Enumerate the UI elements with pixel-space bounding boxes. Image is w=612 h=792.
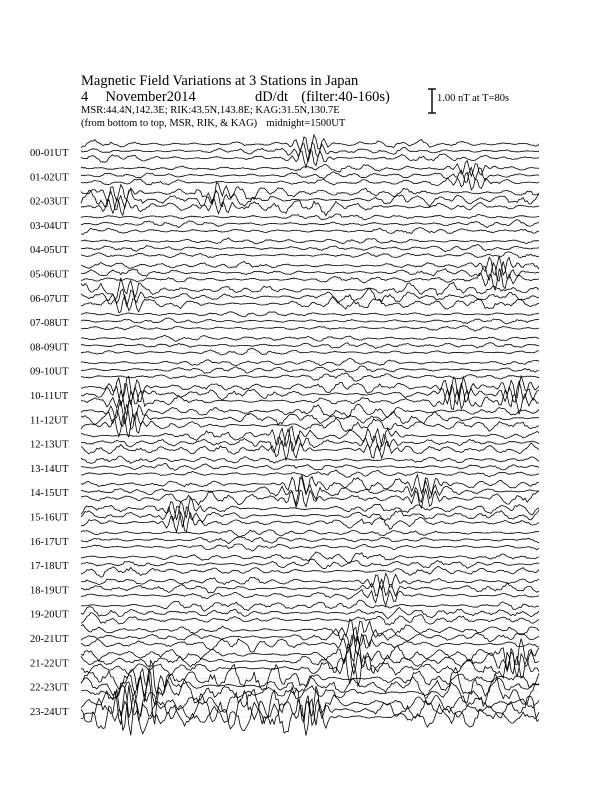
trace-kag xyxy=(81,489,539,508)
trace-msr xyxy=(81,214,539,220)
trace-rik xyxy=(81,537,539,544)
trace-msr xyxy=(81,312,539,317)
trace-kag xyxy=(81,373,539,381)
trace-kag xyxy=(81,470,539,477)
trace-msr xyxy=(81,661,539,695)
trace-msr xyxy=(81,238,539,244)
trace-kag xyxy=(81,349,539,355)
hour-label: 05-06UT xyxy=(30,269,69,281)
trace-kag xyxy=(81,199,539,216)
trace-rik xyxy=(81,167,539,182)
hour-label: 06-07UT xyxy=(30,293,69,305)
trace-msr xyxy=(81,358,539,366)
date-month: November xyxy=(105,89,167,105)
trace-kag xyxy=(81,326,539,332)
hour-label: 03-04UT xyxy=(30,220,69,232)
trace-rik xyxy=(81,463,539,470)
hour-label: 12-13UT xyxy=(30,439,69,451)
trace-msr xyxy=(81,256,539,275)
hour-label: 14-15UT xyxy=(30,488,69,500)
trace-kag xyxy=(81,389,539,415)
trace-kag xyxy=(81,634,539,655)
chart-title: Magnetic Field Variations at 3 Stations in Japan xyxy=(81,73,359,89)
hour-label: 17-18UT xyxy=(30,561,69,573)
midnight-note: midnight=1500UT xyxy=(266,118,346,129)
trace-kag xyxy=(81,172,539,189)
trace-rik xyxy=(81,366,539,373)
hour-label: 04-05UT xyxy=(30,245,69,257)
hour-label: 01-02UT xyxy=(30,172,69,184)
trace-rik xyxy=(81,404,539,429)
trace-rik xyxy=(81,220,539,228)
hour-label: 20-21UT xyxy=(30,634,69,645)
scale-label: 1.00 nT at T=80s xyxy=(437,93,510,104)
hour-label: 19-20UT xyxy=(30,609,69,621)
trace-msr xyxy=(81,456,539,463)
hour-label: 23-24UT xyxy=(30,706,69,718)
trace-rik xyxy=(81,343,539,349)
trace-msr xyxy=(81,636,539,670)
trace-rik xyxy=(81,559,539,569)
hour-label: 16-17UT xyxy=(30,536,69,548)
trace-rik xyxy=(81,318,539,324)
hour-label: 08-09UT xyxy=(30,342,69,354)
hour-label: 22-23UT xyxy=(30,682,69,694)
trace-rik xyxy=(81,579,539,596)
trace-kag xyxy=(81,252,539,258)
hour-label: 10-11UT xyxy=(30,391,69,402)
trace-msr xyxy=(81,600,539,611)
hour-label: 13-14UT xyxy=(30,463,69,475)
hour-label: 00-01UT xyxy=(30,148,69,159)
trace-rik xyxy=(81,381,539,405)
trace-rik xyxy=(81,668,539,705)
trace-kag xyxy=(81,413,539,437)
hour-label: 15-16UT xyxy=(30,512,69,524)
hour-label: 02-03UT xyxy=(30,196,69,208)
filter-label: (filter:40-160s) xyxy=(301,89,390,105)
trace-msr xyxy=(81,497,539,520)
hour-label: 07-08UT xyxy=(30,318,69,330)
trace-msr xyxy=(81,335,539,341)
trace-kag xyxy=(81,228,539,235)
trace-msr xyxy=(81,552,539,563)
date-day: 4 xyxy=(81,89,89,105)
trace-rik xyxy=(81,607,539,619)
hour-label: 11-12UT xyxy=(30,415,69,427)
station-coordinates: MSR:44.4N,142.3E; RIK:43.5N,143.8E; KAG:31.5N,130.7E xyxy=(81,105,340,116)
date-year: 2014 xyxy=(166,89,196,105)
hour-label: 18-19UT xyxy=(30,585,69,597)
hour-label: 09-10UT xyxy=(30,366,69,378)
trace-kag xyxy=(81,269,539,290)
trace-kag xyxy=(81,674,539,724)
order-note: (from bottom to top, MSR, RIK, & KAG) xyxy=(81,118,258,129)
trace-msr xyxy=(81,376,539,398)
hour-label: 21-22UT xyxy=(30,658,69,670)
trace-kag xyxy=(81,544,539,551)
trace-rik xyxy=(81,244,539,251)
quantity-label: dD/dt xyxy=(254,89,288,105)
trace-kag xyxy=(81,567,539,578)
trace-msr xyxy=(81,530,539,537)
trace-kag xyxy=(81,295,539,312)
